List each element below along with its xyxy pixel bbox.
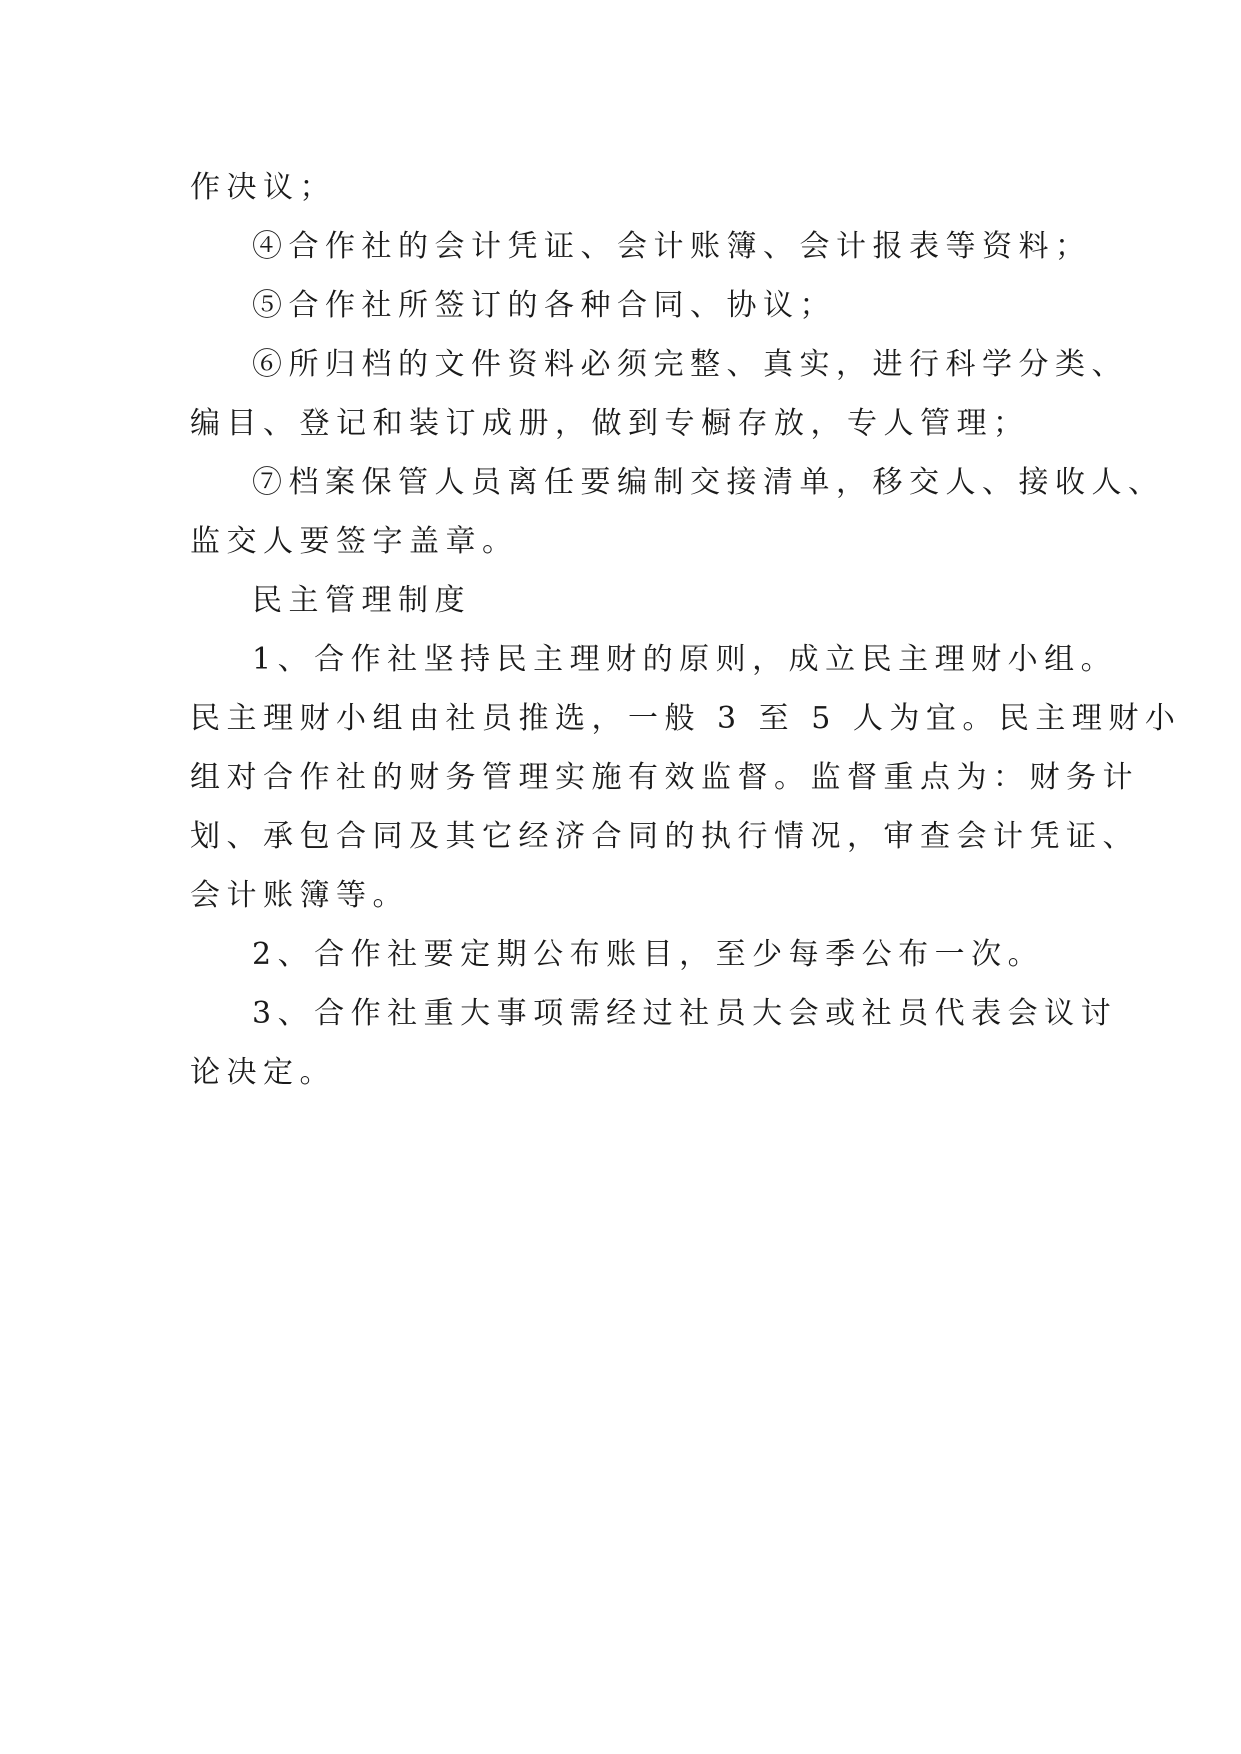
text-line: 会计账簿等。: [190, 878, 409, 913]
list-item-archive-requirements: ⑥所归档的文件资料必须完整、真实，进行科学分类、: [252, 347, 1128, 382]
text-line: 监交人要签字盖章。: [190, 524, 519, 559]
paragraph-item-3: 3、合作社重大事项需经过社员大会或社员代表会议讨: [252, 996, 1118, 1031]
text-line: 划、承包合同及其它经济合同的执行情况，审查会计凭证、: [190, 819, 1139, 854]
text-line: 组对合作社的财务管理实施有效监督。监督重点为：财务计: [190, 760, 1139, 795]
list-item-archive-accounting: ④合作社的会计凭证、会计账簿、会计报表等资料；: [252, 229, 1092, 264]
list-item-archive-contracts: ⑤合作社所签订的各种合同、协议；: [252, 288, 836, 323]
text-line: 民主理财小组由社员推选，一般 3 至 5 人为宜。民主理财小: [190, 701, 1182, 736]
text-line: 编目、登记和装订成册，做到专橱存放，专人管理；: [190, 406, 1030, 441]
paragraph-item-1: 1、合作社坚持民主理财的原则，成立民主理财小组。: [252, 642, 1118, 677]
paragraph-item-2: 2、合作社要定期公布账目，至少每季公布一次。: [252, 937, 1045, 972]
text-line: 论决定。: [190, 1055, 336, 1090]
section-heading: 民主管理制度: [252, 583, 471, 618]
document-body: [190, 158, 1182, 1102]
text-line: 作决议；: [190, 170, 336, 205]
list-item-archive-handover: ⑦档案保管人员离任要编制交接清单，移交人、接收人、: [252, 465, 1165, 500]
